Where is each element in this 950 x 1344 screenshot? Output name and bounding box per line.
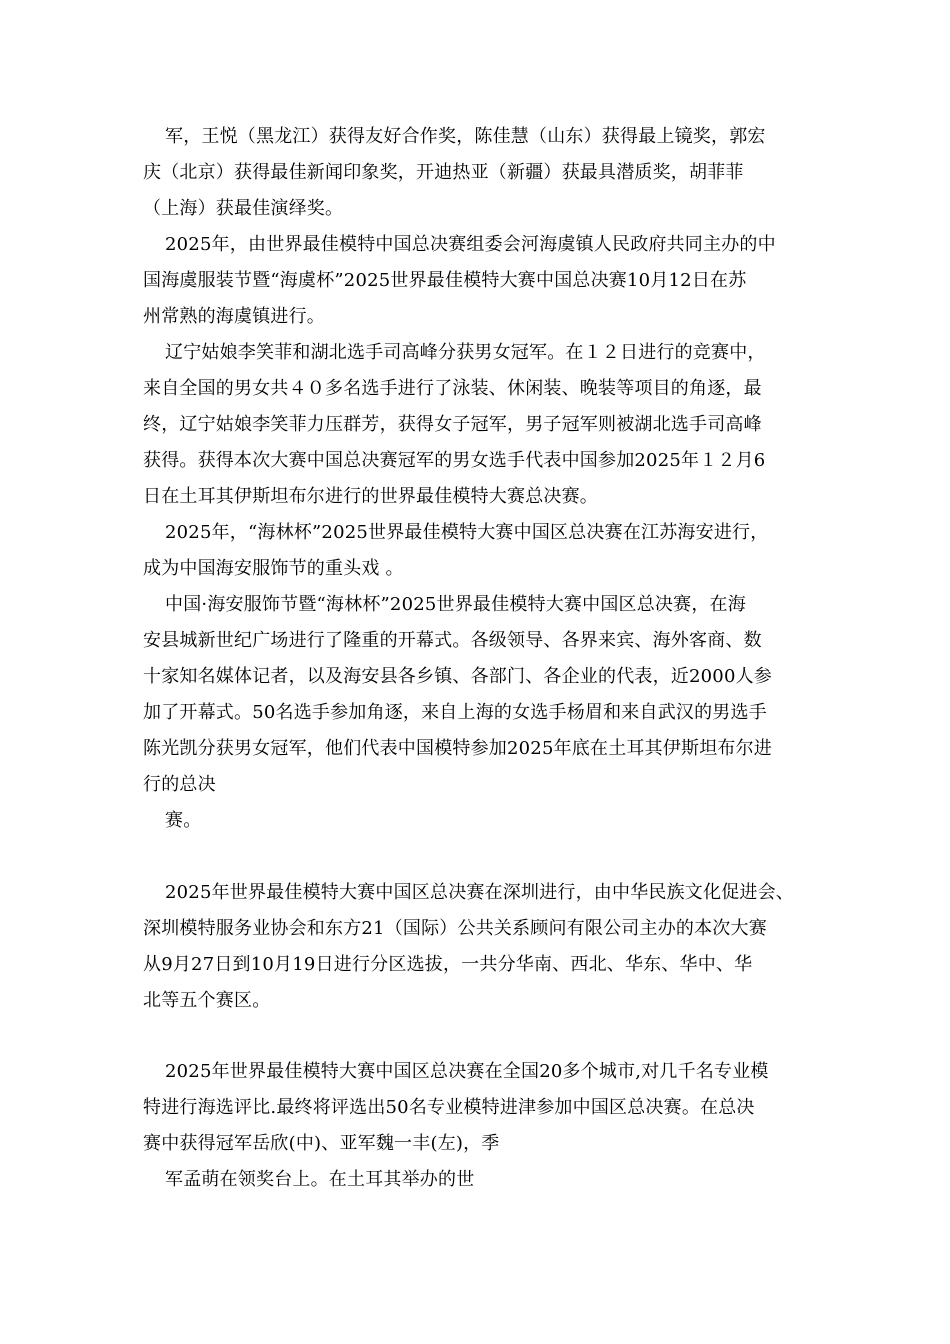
text-line: 终，辽宁姑娘李笑菲力压群芳，获得女子冠军，男子冠军则被湖北选手司高峰	[143, 414, 762, 435]
text-line: 2025年，由世界最佳模特中国总决赛组委会河海虞镇人民政府共同主办的中	[165, 234, 776, 255]
text-line: 赛中获得冠军岳欣(中)、亚军魏一丰(左)，季	[143, 1133, 500, 1154]
text-line: （上海）获最佳演绎奖。	[143, 198, 344, 219]
text-line: 从9月27日到10月19日进行分区选拔，一共分华南、西北、华东、华中、华	[143, 954, 753, 975]
text-line: 中国·海安服饰节暨“海林杯”2025世界最佳模特大赛中国区总决赛，在海	[165, 594, 746, 615]
text-line: 庆（北京）获得最佳新闻印象奖，开迪热亚（新疆）获最具潜质奖，胡菲菲	[143, 162, 744, 183]
text-line: 来自全国的男女共４０多名选手进行了泳装、休闲装、晚装等项目的角逐，最	[143, 378, 762, 399]
text-line: 特进行海选评比.最终将评选出50名专业模特进津参加中国区总决赛。在总决	[143, 1097, 755, 1118]
text-line: 州常熟的海虞镇进行。	[143, 306, 325, 327]
text-line: 北等五个赛区。	[143, 990, 271, 1011]
text-line: 赛。	[165, 810, 202, 831]
text-line: 深圳模特服务业协会和东方21（国际）公共关系顾问有限公司主办的本次大赛	[143, 918, 767, 939]
text-line: 加了开幕式。50名选手参加角逐，来自上海的女选手杨眉和来自武汉的男选手	[143, 702, 767, 723]
text-line: 国海虞服装节暨“海虞杯”2025世界最佳模特大赛中国总决赛10月12日在苏	[143, 270, 747, 291]
text-line: 辽宁姑娘李笑菲和湖北选手司高峰分获男女冠军。在１２日进行的竞赛中，	[165, 342, 766, 363]
text-line: 军，王悦（黑龙江）获得友好合作奖，陈佳慧（山东）获得最上镜奖，郭宏	[165, 126, 766, 147]
text-line: 2025年世界最佳模特大赛中国区总决赛在全国20多个城市,对几千名专业模	[165, 1061, 769, 1082]
text-line: 军孟萌在领奖台上。在土耳其举办的世	[165, 1169, 475, 1190]
text-line: 获得。获得本次大赛中国总决赛冠军的男女选手代表中国参加2025年１２月6	[143, 450, 766, 471]
text-line: 十家知名媒体记者，以及海安县各乡镇、各部门、各企业的代表，近2000人参	[143, 666, 773, 687]
text-line: 安县城新世纪广场进行了隆重的开幕式。各级领导、各界来宾、海外客商、数	[143, 630, 762, 651]
text-line: 成为中国海安服饰节的重头戏 。	[143, 558, 404, 579]
text-line: 日在土耳其伊斯坦布尔进行的世界最佳模特大赛总决赛。	[143, 486, 598, 507]
text-line: 2025年，“海林杯”2025世界最佳模特大赛中国区总决赛在江苏海安进行，	[165, 522, 769, 543]
text-line: 陈光凯分获男女冠军，他们代表中国模特参加2025年底在土耳其伊斯坦布尔进	[143, 738, 773, 759]
text-line: 行的总决	[143, 774, 216, 795]
text-line: 2025年世界最佳模特大赛中国区总决赛在深圳进行，由中华民族文化促进会、	[165, 882, 795, 903]
